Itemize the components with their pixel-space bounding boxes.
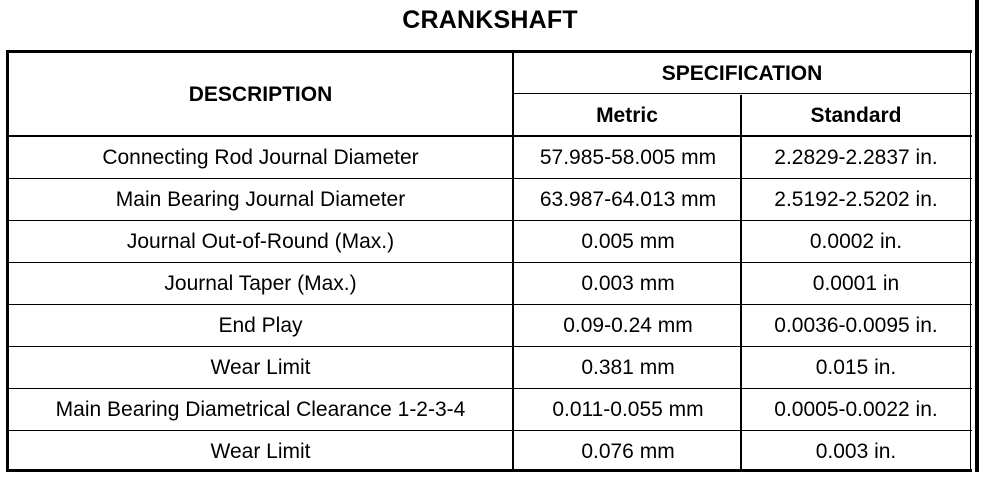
column-divider	[740, 95, 742, 472]
page-title: CRANKSHAFT	[402, 6, 578, 34]
row-divider	[9, 220, 972, 221]
row-description: Connecting Rod Journal Diameter	[102, 146, 419, 169]
row-standard: 0.0001 in	[812, 272, 900, 295]
row-metric: 0.381 mm	[581, 356, 675, 379]
row-standard: 0.003 in.	[815, 439, 897, 463]
row-divider	[9, 304, 972, 305]
row-standard: 2.5192-2.5202 in.	[774, 188, 938, 211]
row-metric: 0.011-0.055 mm	[552, 398, 704, 421]
row-divider	[9, 178, 972, 179]
header-metric: Metric	[596, 104, 658, 127]
row-metric: 0.09-0.24 mm	[563, 314, 693, 337]
row-description: Main Bearing Journal Diameter	[115, 188, 406, 211]
header-description: DESCRIPTION	[188, 82, 333, 106]
row-divider	[9, 430, 972, 431]
row-metric: 63.987-64.013 mm	[539, 188, 717, 211]
header-standard: Standard	[810, 104, 902, 127]
row-divider	[9, 135, 972, 137]
row-divider	[9, 262, 972, 263]
spec-table	[6, 50, 972, 472]
row-description: Journal Taper (Max.)	[164, 272, 357, 295]
row-standard: 2.2829-2.2837 in.	[774, 146, 938, 169]
row-divider	[512, 93, 972, 94]
row-standard: 0.0036-0.0095 in.	[774, 314, 938, 337]
row-description: Wear Limit	[210, 356, 311, 379]
row-description: Main Bearing Diametrical Clearance 1-2-3-4	[55, 398, 466, 421]
row-metric: 0.003 mm	[581, 272, 675, 295]
row-standard: 0.015 in.	[815, 356, 897, 379]
row-description: End Play	[218, 314, 303, 337]
row-metric: 0.005 mm	[581, 230, 675, 253]
row-description: Wear Limit	[210, 439, 311, 463]
row-standard: 0.0005-0.0022 in.	[774, 398, 938, 421]
right-border-rule	[975, 0, 979, 472]
header-specification: SPECIFICATION	[661, 62, 823, 85]
row-metric: 57.985-58.005 mm	[539, 146, 717, 169]
row-metric: 0.076 mm	[581, 439, 675, 463]
row-divider	[9, 346, 972, 347]
row-divider	[9, 388, 972, 389]
row-standard: 0.0002 in.	[809, 230, 903, 253]
row-description: Journal Out-of-Round (Max.)	[126, 230, 395, 253]
